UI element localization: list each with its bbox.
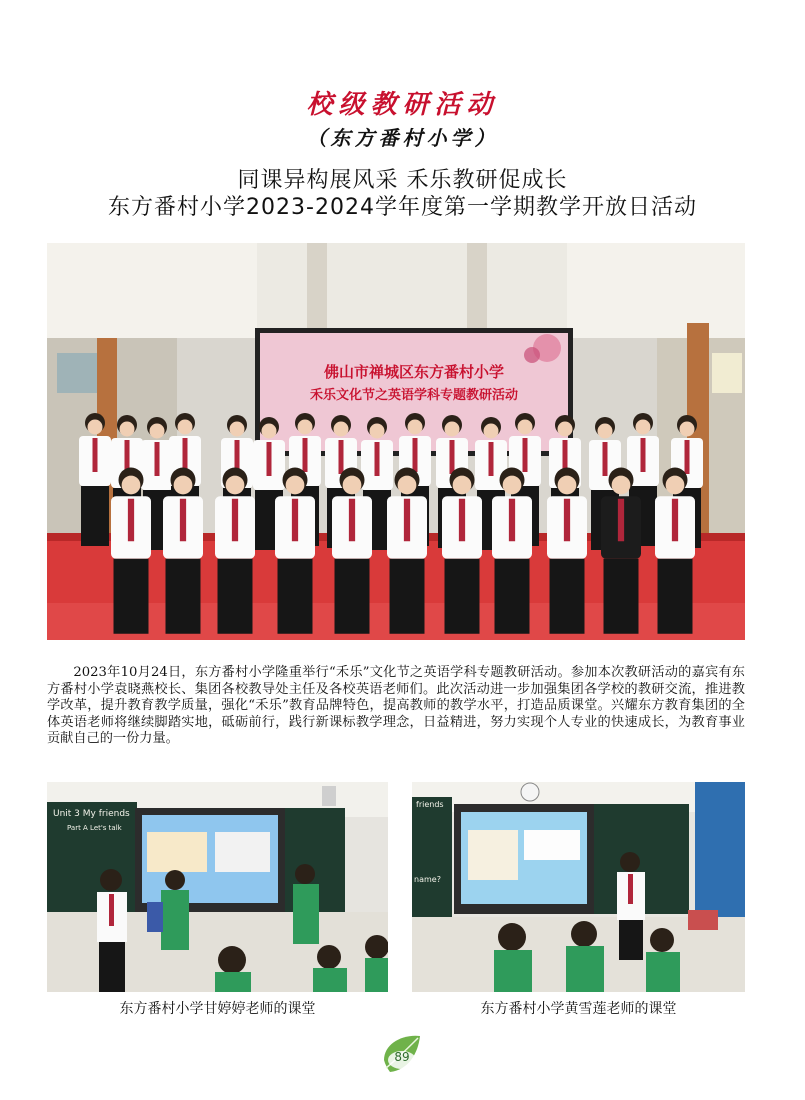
left-board-title: Unit 3 My friends (53, 809, 130, 819)
classroom-photo-left (47, 782, 388, 992)
page-subtitle: （东方番村小学） (306, 126, 499, 150)
page-title: 校级教研活动 (306, 90, 499, 120)
banner-line-1: 佛山市禅城区东方番村小学 (323, 363, 505, 381)
right-board-sub: name? (414, 875, 441, 884)
caption-left: 东方番村小学甘婷婷老师的课堂 (119, 1001, 316, 1017)
headline-line-1: 同课异构展风采 禾乐教研促成长 (237, 168, 568, 193)
right-board-title: friends (416, 800, 444, 809)
page-number: 89 (394, 1050, 410, 1064)
caption-right: 东方番村小学黄雪莲老师的课堂 (480, 1001, 677, 1017)
group-photo (47, 243, 745, 640)
banner-line-2: 禾乐文化节之英语学科专题教研活动 (309, 388, 519, 403)
page-number-badge (378, 1030, 426, 1078)
left-board-sub: Part A Let's talk (67, 824, 122, 832)
article-paragraph: 2023年10月24日，东方番村小学隆重举行“禾乐”文化节之英语学科专题教研活动。参加本次教研活动的嘉宾有东方番村小学袁晓燕校长、集团各校教导处主任及各校英语老师们。此次活动进一步加强集团各学校的教研交流，推进教学改革，提升教育教学质量，强化“禾乐”教育品牌特色，提高教师的教学水平，打造品质课堂。兴耀东方教育集团的全体英语老师将继续脚踏实地，砥砺前行，践行新课标教学理念，日益精进，努力实现个人专业的快速成长，为教育事业贡献自己的一份力量。 (47, 665, 745, 747)
classroom-photo-right (412, 782, 745, 992)
headline-line-2: 东方番村小学2023-2024学年度第一学期教学开放日活动 (108, 195, 697, 220)
